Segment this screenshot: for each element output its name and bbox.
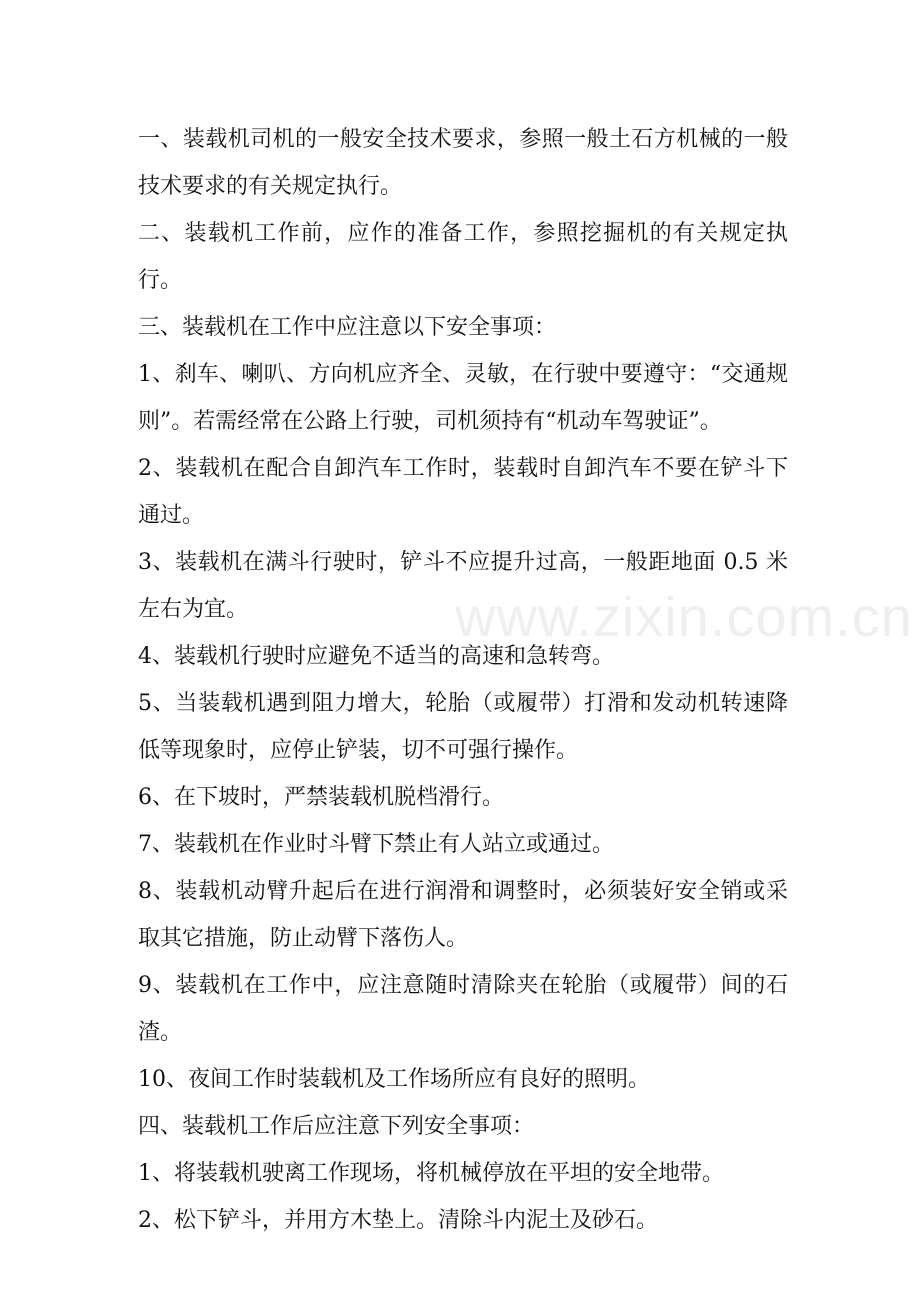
paragraph-10: 7、装载机在作业时斗臂下禁止有人站立或通过。	[138, 832, 614, 857]
paragraph-7: 4、装载机行驶时应避免不适当的高速和急转弯。	[138, 644, 614, 669]
paragraph-6: 3、装载机在满斗行驶时，铲斗不应提升过高，一般距地面 0.5 米左右为宜。	[138, 550, 788, 622]
paragraph-5: 2、装载机在配合自卸汽车工作时，装载时自卸汽车不要在铲斗下通过。	[138, 456, 788, 528]
paragraph-16: 2、松下铲斗，并用方木垫上。清除斗内泥土及砂石。	[138, 1208, 658, 1233]
paragraph-15: 1、将装载机驶离工作现场，将机械停放在平坦的安全地带。	[138, 1161, 724, 1186]
paragraph-14: 四、装载机工作后应注意下列安全事项：	[138, 1114, 535, 1139]
paragraph-12: 9、装载机在工作中，应注意随时清除夹在轮胎（或履带）间的石渣。	[138, 973, 788, 1045]
paragraph-9: 6、在下坡时，严禁装载机脱档滑行。	[138, 785, 504, 810]
paragraph-13: 10、夜间工作时装载机及工作场所应有良好的照明。	[138, 1067, 650, 1092]
paragraph-1: 一、装载机司机的一般安全技术要求，参照一般土石方机械的一般技术要求的有关规定执行。	[138, 127, 788, 199]
paragraph-8: 5、当装载机遇到阻力增大，轮胎（或履带）打滑和发动机转速降低等现象时，应停止铲装，切不可强行操作。	[138, 691, 788, 763]
paragraph-11: 8、装载机动臂升起后在进行润滑和调整时，必须装好安全销或采取其它措施，防止动臂下落伤人。	[138, 879, 788, 951]
paragraph-3: 三、装载机在工作中应注意以下安全事项：	[138, 315, 557, 340]
paragraph-4: 1、刹车、喇叭、方向机应齐全、灵敏，在行驶中要遵守：“交通规则”。若需经常在公路上行驶，司机须持有“机动车驾驶证”。	[138, 362, 788, 434]
watermark-text: www.zixin.com.cn	[455, 585, 913, 648]
paragraph-2: 二、装载机工作前，应作的准备工作，参照挖掘机的有关规定执行。	[138, 221, 788, 293]
document-body	[138, 116, 788, 1244]
